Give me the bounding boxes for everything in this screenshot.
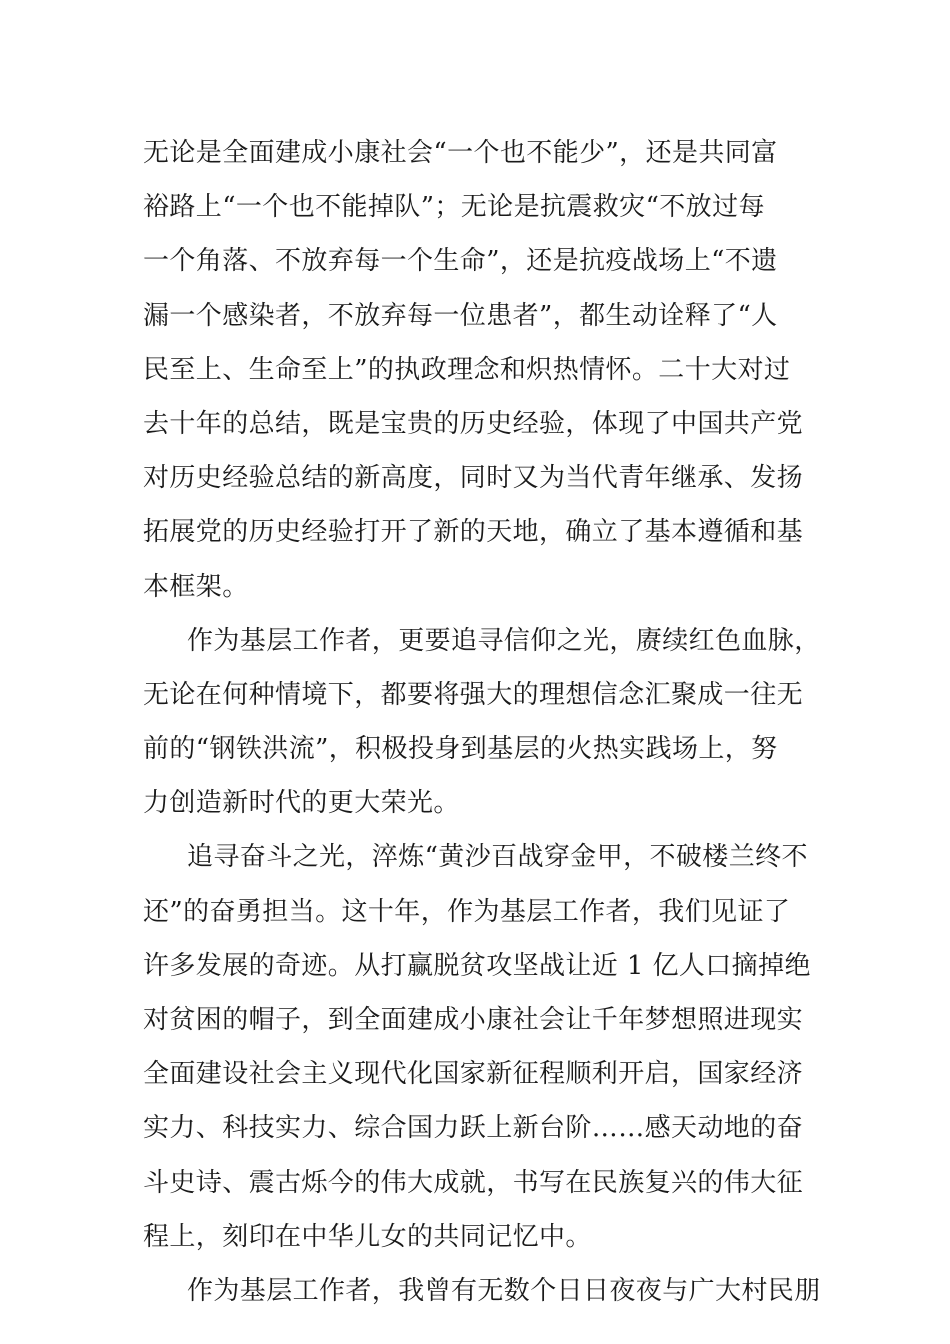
paragraph-start-line: 作为基层工作者，我曾有无数个日日夜夜与广大村民朋 — [187, 1275, 821, 1306]
text-line: 无论是全面建成小康社会“一个也不能少”，还是共同富 — [143, 138, 778, 168]
text-line: 本框架。 — [143, 571, 249, 602]
document-body — [143, 126, 821, 1318]
text-line: 裕路上“一个也不能掉队”；无论是抗震救灾“不放过每 — [143, 192, 765, 223]
text-line: 一个角落、不放弃每一个生命”，还是抗疫战场上“不遗 — [143, 246, 778, 277]
text-line: 还”的奋勇担当。这十年，作为基层工作者，我们见证了 — [143, 896, 791, 927]
paragraph-start-line: 追寻奋斗之光，淬炼“黄沙百战穿金甲，不破楼兰终不 — [187, 842, 808, 873]
text-line: 前的“钢铁洪流”，积极投身到基层的火热实践场上，努 — [143, 734, 778, 765]
text-line: 民至上、生命至上”的执政理念和炽热情怀。二十大对过 — [143, 354, 791, 385]
text-line: 去十年的总结，既是宝贵的历史经验，体现了中国共产党 — [143, 408, 804, 439]
paragraph-start-line: 作为基层工作者，更要追寻信仰之光，赓续红色血脉， — [187, 625, 821, 656]
text-line: 斗史诗、震古烁今的伟大成就，书写在民族复兴的伟大征 — [143, 1167, 804, 1198]
text-line: 无论在何种情境下，都要将强大的理想信念汇聚成一往无 — [143, 679, 804, 710]
text-line: 程上，刻印在中华儿女的共同记忆中。 — [143, 1221, 592, 1252]
text-line: 拓展党的历史经验打开了新的天地，确立了基本遵循和基 — [143, 517, 804, 548]
text-line: 实力、科技实力、综合国力跃上新台阶……感天动地的奋 — [143, 1113, 804, 1144]
text-line: 全面建设社会主义现代化国家新征程顺利开启，国家经济 — [143, 1059, 804, 1090]
text-line: 力创造新时代的更大荣光。 — [143, 788, 460, 819]
text-line: 许多发展的奇迹。从打赢脱贫攻坚战让近 1 亿人口摘掉绝 — [143, 950, 811, 981]
text-line: 漏一个感染者，不放弃每一位患者”，都生动诠释了“人 — [143, 300, 778, 331]
text-line: 对贫困的帽子，到全面建成小康社会让千年梦想照进现实 — [143, 1005, 804, 1035]
text-line: 对历史经验总结的新高度，同时又为当代青年继承、发扬 — [143, 463, 804, 494]
